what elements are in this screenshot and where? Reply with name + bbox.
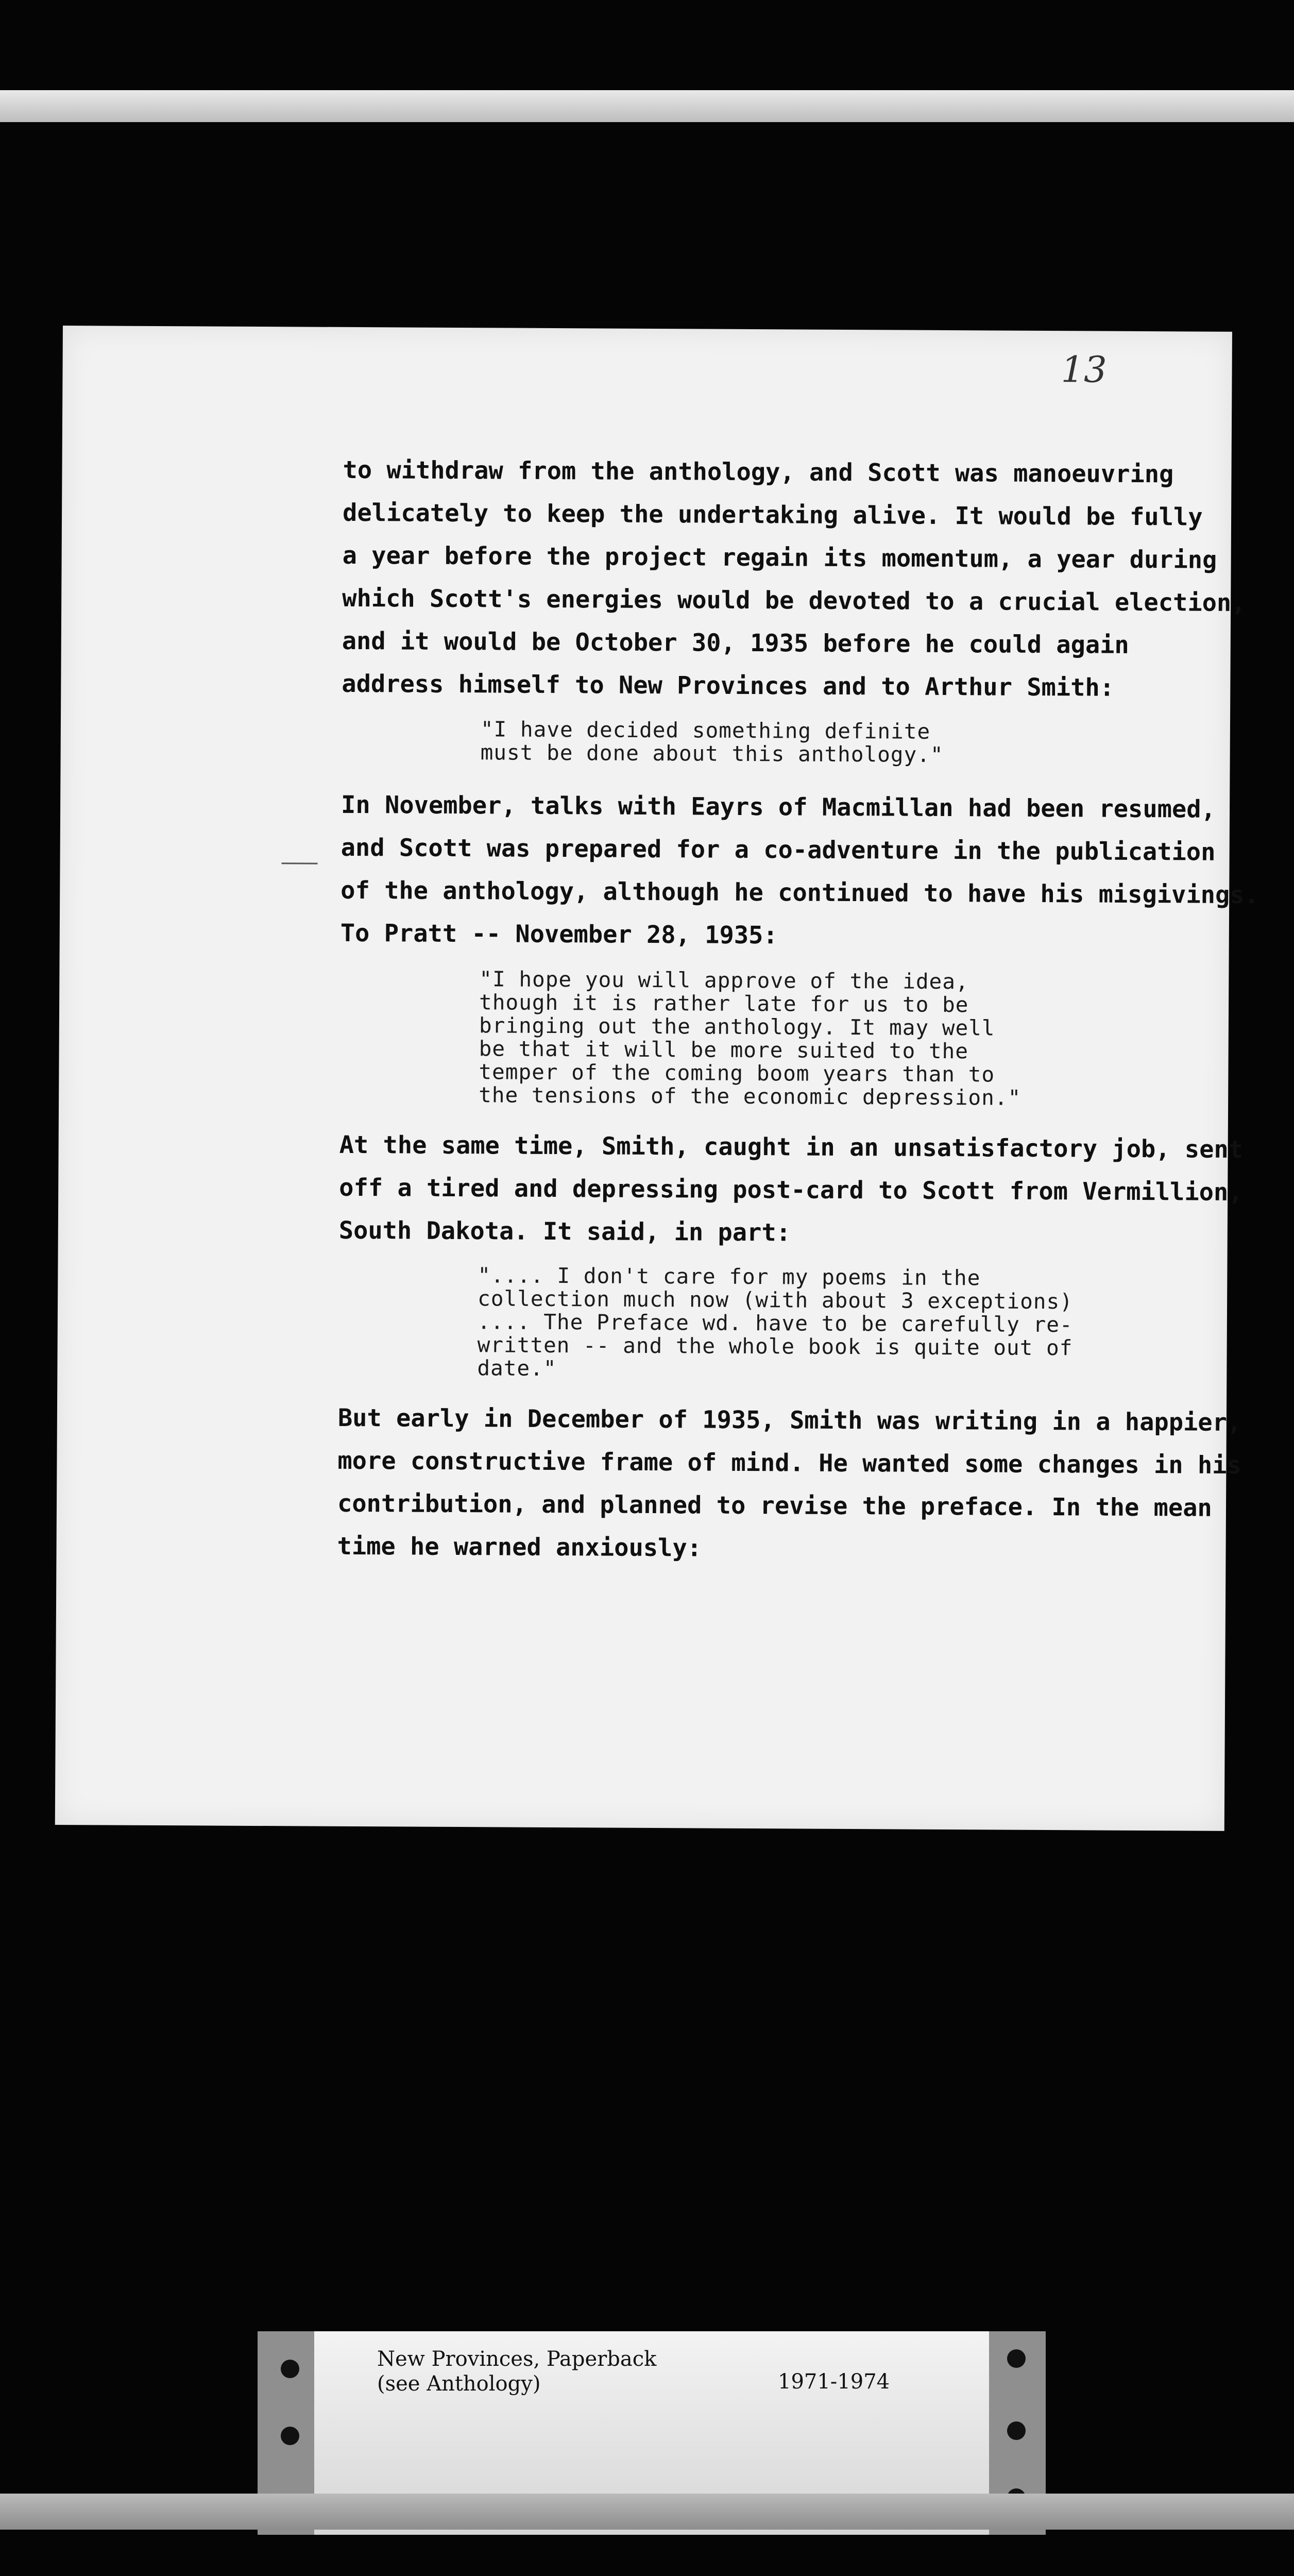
body-line: delicately to keep the undertaking alive. It would be fully [342, 498, 1203, 532]
quote-line: "I have decided something definite [480, 717, 931, 744]
quote-line: date." [477, 1355, 557, 1381]
typed-page [55, 326, 1259, 1831]
body-line: time he warned anxiously: [337, 1532, 702, 1563]
body-line: address himself to New Provinces and to Arthur Smith: [342, 669, 1115, 702]
quote-line: temper of the coming boom years than to [479, 1059, 995, 1087]
body-line: which Scott's energies would be devoted to a crucial election, [342, 584, 1246, 618]
quote-line: ".... I don't care for my poems in the [478, 1263, 981, 1291]
quote-line: though it is rather late for us to be [479, 990, 969, 1018]
quote-line: be that it will be more suited to the [479, 1036, 969, 1064]
body-line: a year before the project regain its momentum, a year during [342, 541, 1217, 574]
body-line: more constructive frame of mind. He wanted some changes in his [337, 1446, 1241, 1480]
quote-line: collection much now (with about 3 exceptions) [477, 1286, 1074, 1314]
index-card-title-line: (see Anthology) [377, 2372, 541, 2396]
index-card-title-line: New Provinces, Paperback [377, 2347, 657, 2371]
punch-hole-icon [1007, 2349, 1026, 2368]
body-line: At the same time, Smith, caught in an unsatisfactory job, sent [339, 1130, 1244, 1164]
margin-mark [282, 862, 318, 864]
body-line: off a tired and depressing post-card to Scott from Vermillion, [339, 1173, 1243, 1207]
quote-line: the tensions of the economic depression." [479, 1082, 1021, 1110]
film-top-strip [0, 90, 1294, 122]
quote-line: .... The Preface wd. have to be carefully re- [477, 1309, 1073, 1337]
film-bottom-strip [0, 2494, 1294, 2530]
body-line: and Scott was prepared for a co-adventure in the publication [340, 833, 1216, 867]
body-line: and it would be October 30, 1935 before he could again [342, 626, 1129, 659]
punch-hole-icon [281, 2360, 299, 2378]
quote-line: bringing out the anthology. It may well [479, 1013, 995, 1041]
body-line: South Dakota. It said, in part: [338, 1216, 791, 1247]
punch-hole-icon [281, 2427, 299, 2445]
quote-line: written -- and the whole book is quite out of [477, 1332, 1073, 1361]
body-line: of the anthology, although he continued to have his misgivings. [340, 876, 1259, 910]
body-line: In November, talks with Eayrs of Macmillan had been resumed, [340, 790, 1216, 824]
index-card-title [377, 2347, 656, 2396]
punch-hole-icon [1007, 2421, 1026, 2440]
index-card-dates: 1971-1974 [778, 2370, 890, 2394]
body-line: contribution, and planned to revise the preface. In the mean [337, 1489, 1212, 1522]
quote-line: must be done about this anthology." [480, 740, 944, 767]
body-line: But early in December of 1935, Smith was writing in a happier, [337, 1403, 1242, 1437]
body-line: To Pratt -- November 28, 1935: [340, 919, 778, 950]
quote-line: "I hope you will approve of the idea, [479, 967, 969, 994]
body-line: to withdraw from the anthology, and Scott was manoeuvring [343, 455, 1174, 489]
page-number: 13 [1061, 348, 1107, 391]
